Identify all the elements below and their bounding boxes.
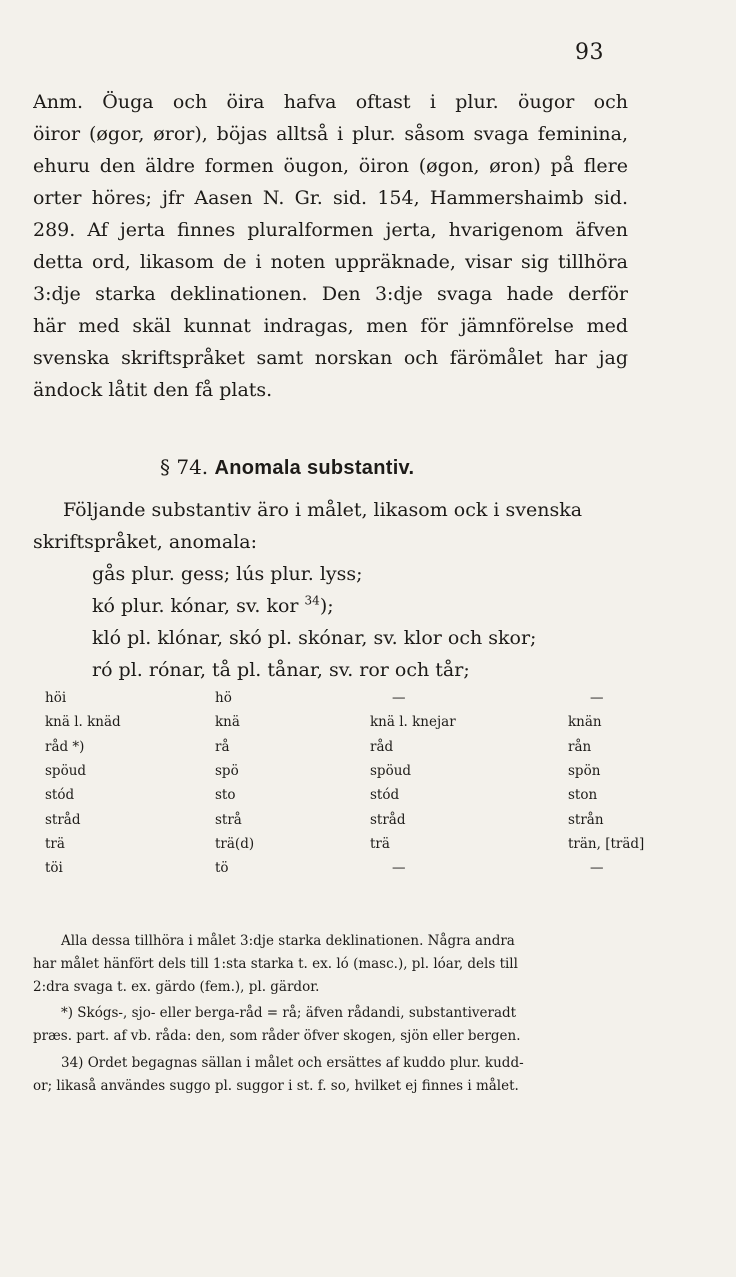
table-cell: spön bbox=[568, 763, 601, 780]
table-cell: spöud bbox=[370, 763, 412, 780]
table-cell: knä l. knäd bbox=[45, 714, 121, 731]
table-cell: spö bbox=[215, 763, 239, 780]
table-row bbox=[45, 856, 730, 880]
example-line: kló pl. klónar, skó pl. skónar, sv. klor och skor; bbox=[92, 627, 537, 649]
table-row bbox=[45, 686, 730, 710]
table-cell: knä l. knejar bbox=[370, 714, 456, 731]
table-cell: spöud bbox=[45, 763, 87, 780]
table-cell: råd bbox=[370, 738, 394, 755]
text-line: 2:dra svaga t. ex. gärdo (fem.), pl. gärdor. bbox=[33, 978, 320, 995]
text-line: skriftspråket, anomala: bbox=[33, 531, 258, 553]
table-cell: hö bbox=[215, 690, 232, 707]
table-cell: höi bbox=[45, 690, 67, 707]
table-cell: tö bbox=[215, 860, 229, 877]
table-cell: råd *) bbox=[45, 738, 85, 755]
text-line: Anm. Öuga och öira hafva oftast i plur. öugor och bbox=[33, 91, 628, 113]
table-cell: — bbox=[392, 860, 406, 877]
text-line: 289. Af jerta finnes pluralformen jerta, hvarigenom äfven bbox=[33, 219, 628, 241]
page-number: 93 bbox=[575, 40, 604, 65]
table-row bbox=[45, 759, 730, 783]
text-line: Följande substantiv äro i målet, likasom ock i svenska bbox=[63, 499, 583, 521]
table-cell: strån bbox=[568, 811, 604, 828]
table-cell: trä bbox=[370, 835, 390, 852]
text-line: Alla dessa tillhöra i målet 3:dje starka deklinationen. Några andra bbox=[61, 933, 515, 949]
table-cell: trän, [träd] bbox=[568, 835, 645, 852]
table-cell: knän bbox=[568, 714, 602, 731]
table-cell: strå bbox=[215, 811, 242, 828]
text-line: här med skäl kunnat indragas, men för jämnförelse med bbox=[33, 315, 628, 337]
table-cell: trä bbox=[45, 835, 65, 852]
table-cell: stråd bbox=[370, 811, 406, 828]
text-line: har målet hänfört dels till 1:sta starka t. ex. ló (masc.), pl. lóar, dels till bbox=[33, 955, 518, 972]
table-cell: stråd bbox=[45, 811, 81, 828]
footnote-line: or; likaså användes suggo pl. suggor i st. f. so, hvilket ej finnes i målet. bbox=[33, 1077, 519, 1094]
table-row bbox=[45, 783, 730, 807]
footnote-line: præs. part. af vb. råda: den, som råder öfver skogen, sjön eller bergen. bbox=[33, 1028, 521, 1045]
table-cell: stód bbox=[370, 787, 400, 804]
footnote-line: 34) Ordet begagnas sällan i målet och ersättes af kuddo plur. kudd- bbox=[61, 1054, 524, 1071]
text-line: detta ord, likasom de i noten uppräknade, visar sig tillhöra bbox=[33, 251, 628, 273]
table-row bbox=[45, 710, 730, 734]
table-cell: ston bbox=[568, 787, 598, 804]
intro-paragraph bbox=[33, 494, 628, 558]
footnote-ref: 34 bbox=[304, 593, 320, 608]
example-line bbox=[92, 590, 632, 622]
text-line: 3:dje starka deklinationen. Den 3:dje svaga hade derför bbox=[33, 283, 628, 305]
text-line: svenska skriftspråket samt norskan och färömålet har jag bbox=[33, 347, 628, 369]
table-cell: töi bbox=[45, 860, 63, 877]
text-line: ehuru den äldre formen öugon, öiron (øgon, øron) på flere bbox=[33, 155, 628, 177]
table-cell: knä bbox=[215, 714, 240, 731]
table-cell: — bbox=[590, 860, 604, 877]
table-cell: trä(d) bbox=[215, 835, 255, 852]
table-cell: — bbox=[392, 690, 406, 707]
table-cell: rå bbox=[215, 738, 230, 755]
table-cell: — bbox=[590, 690, 604, 707]
example-line: gås plur. gess; lús plur. lyss; bbox=[92, 563, 363, 585]
table-cell: stód bbox=[45, 787, 75, 804]
example-list bbox=[92, 558, 632, 686]
example-text: kó plur. kónar, sv. kor bbox=[92, 595, 305, 617]
section-heading bbox=[160, 455, 414, 480]
word-form-table bbox=[45, 686, 730, 880]
text-line: orter höres; jfr Aasen N. Gr. sid. 154, Hammershaimb sid. bbox=[33, 187, 628, 209]
table-cell: rån bbox=[568, 738, 592, 755]
table-row bbox=[45, 832, 730, 856]
footnote-line: *) Skógs-, sjo- eller berga-råd = rå; äfven rådandi, substantiveradt bbox=[61, 1005, 517, 1022]
example-line: ró pl. rónar, tå pl. tånar, sv. ror och tår; bbox=[92, 659, 470, 681]
text-line: öiror (øgor, øror), böjas alltså i plur. såsom svaga feminina, bbox=[33, 123, 628, 145]
table-row bbox=[45, 807, 730, 831]
table-row bbox=[45, 735, 730, 759]
small-print-section bbox=[33, 930, 628, 1098]
section-number: § 74. bbox=[160, 455, 209, 479]
anm-paragraph bbox=[33, 86, 628, 406]
section-title: Anomala substantiv. bbox=[214, 457, 415, 479]
table-cell: sto bbox=[215, 787, 236, 804]
text-line: ändock låtit den få plats. bbox=[33, 379, 273, 401]
example-text-end: ); bbox=[319, 595, 334, 617]
